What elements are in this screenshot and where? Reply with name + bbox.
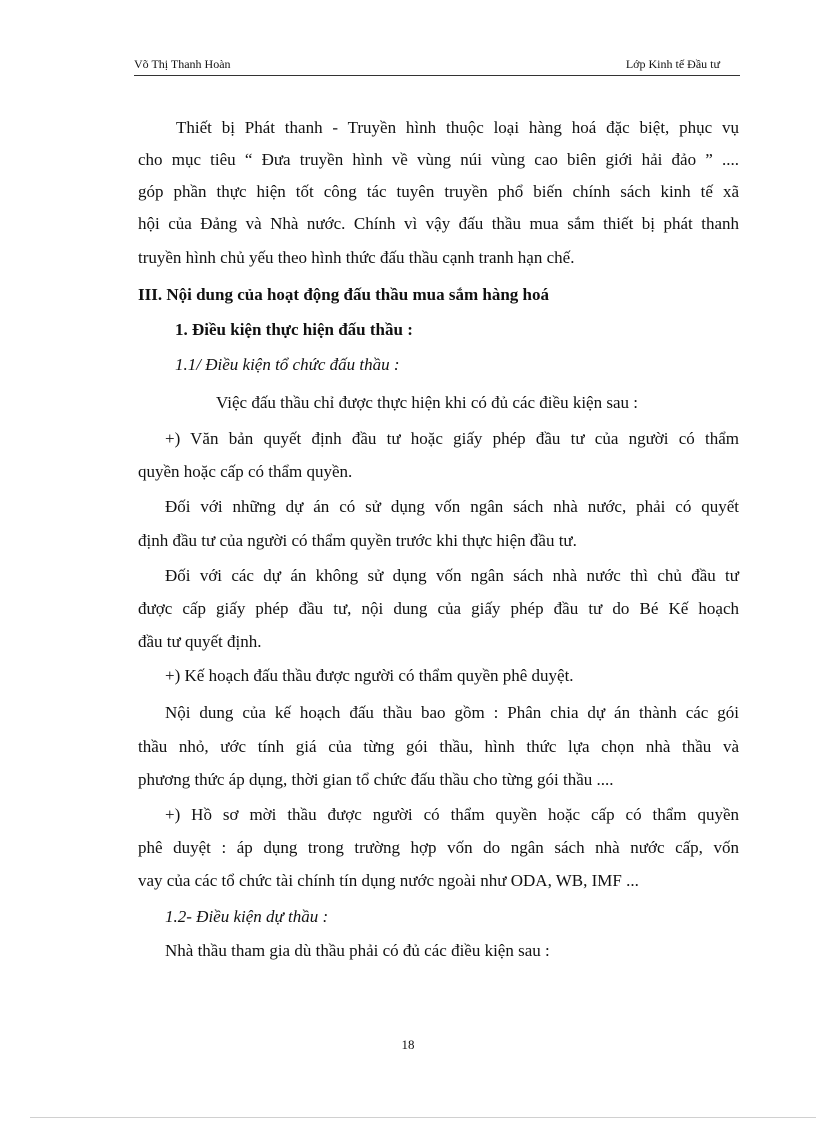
text-line: định đầu tư của người có thẩm quyền trước khi thực hiện đầu tư. [138, 531, 577, 550]
header-author: Võ Thị Thanh Hoàn [134, 57, 231, 71]
text-line: +) Hồ sơ mời thầu được người có thẩm quyền hoặc cấp có thẩm quyền [165, 805, 739, 824]
text-line: thầu nhỏ, ước tính giá của từng gói thầu, hình thức lựa chọn nhà thầu và [138, 737, 739, 756]
text-line: Nội dung của kế hoạch đấu thầu bao gồm : Phân chia dự án thành các gói [165, 703, 739, 722]
text-line: truyền hình chủ yếu theo hình thức đấu thầu cạnh tranh hạn chế. [138, 248, 575, 267]
text-line: Thiết bị Phát thanh - Truyền hình thuộc loại hàng hoá đặc biệt, phục vụ [176, 118, 739, 137]
text-line: phê duyệt : áp dụng trong trường hợp vốn do ngân sách nhà nước cấp, vốn [138, 838, 739, 857]
page-header [134, 57, 740, 76]
text-line: được cấp giấy phép đầu tư, nội dung của giấy phép đầu tư do Bé Kế hoạch [138, 599, 739, 618]
page-bottom-divider [30, 1117, 816, 1118]
text-line: phương thức áp dụng, thời gian tổ chức đấu thầu cho từng gói thầu .... [138, 770, 614, 789]
text-line: cho mục tiêu “ Đưa truyền hình về vùng núi vùng cao biên giới hải đảo ” .... [138, 150, 739, 169]
text-line: đầu tư quyết định. [138, 632, 262, 651]
document-page: Võ Thị Thanh Hoàn Lớp Kinh tế Đầu tư Thiết bị Phát thanh - Truyền hình thuộc loại hàng hoá đặc biệt, phục vụ cho mục tiêu “ Đưa truyền hình về vùng núi vùng cao biên giới hải đảo ” .... góp phần thực hiện tốt công tác tuyên truyền phổ biến chính sách kinh tế xã hội của Đảng và Nhà nước. Chính vì vậy đấu thầu mua sắm thiết bị phát thanh truyền hình chủ yếu theo hình thức đấu thầu cạnh tranh hạn chế. III. Nội dung của hoạt động đấu thầu mua sắm hàng hoá 1. Điều kiện thực hiện đấu thầu : 1.1/ Điều kiện tổ chức đấu thầu : Việc đấu thầu chỉ được thực hiện khi có đủ các điều kiện sau : +) Văn bản quyết định đầu tư hoặc giấy phép đầu tư của người có thẩm quyền hoặc cấp có thẩm quyền. Đối với những dự án có sử dụng vốn ngân sách nhà nước, phải có quyết định đầu tư của người có thẩm quyền trước khi thực hiện đầu tư. Đối với các dự án không sử dụng vốn ngân sách nhà nước thì chủ đầu tư được cấp giấy phép đầu tư, nội dung của giấy phép đầu tư do Bé Kế hoạch đầu tư quyết định. +) Kế hoạch đấu thầu được người có thẩm quyền phê duyệt. Nội dung của kế hoạch đấu thầu bao gồm : Phân chia dự án thành các gói thầu nhỏ, ước tính giá của từng gói thầu, hình thức lựa chọn nhà thầu và phương thức áp dụng, thời gian tổ chức đấu thầu cho từng gói thầu .... +) Hồ sơ mời thầu được người có thẩm quyền hoặc cấp có thẩm quyền phê duyệt : áp dụng trong trường hợp vốn do ngân sách nhà nước cấp, vốn vay của các tổ chức tài chính tín dụng nước ngoài như ODA, WB, IMF ... 1.2- Điều kiện dự thầu : Nhà thầu tham gia dù thầu phải có đủ các điều kiện sau : 18 [0, 0, 816, 1123]
text-line: quyền hoặc cấp có thẩm quyền. [138, 462, 353, 481]
text-line: hội của Đảng và Nhà nước. Chính vì vậy đấu thầu mua sắm thiết bị phát thanh [138, 214, 739, 233]
text-line: +) Văn bản quyết định đầu tư hoặc giấy phép đầu tư của người có thẩm [165, 429, 739, 448]
text-line: góp phần thực hiện tốt công tác tuyên truyền phổ biến chính sách kinh tế xã [138, 182, 739, 201]
page-number: 18 [401, 1037, 415, 1052]
text-line: Đối với các dự án không sử dụng vốn ngân sách nhà nước thì chủ đầu tư [165, 566, 739, 585]
text-line: vay của các tổ chức tài chính tín dụng nước ngoài như ODA, WB, IMF ... [138, 871, 639, 890]
header-class: Lớp Kinh tế Đầu tư [625, 57, 720, 71]
text-line: Đối với những dự án có sử dụng vốn ngân sách nhà nước, phải có quyết [165, 497, 739, 516]
